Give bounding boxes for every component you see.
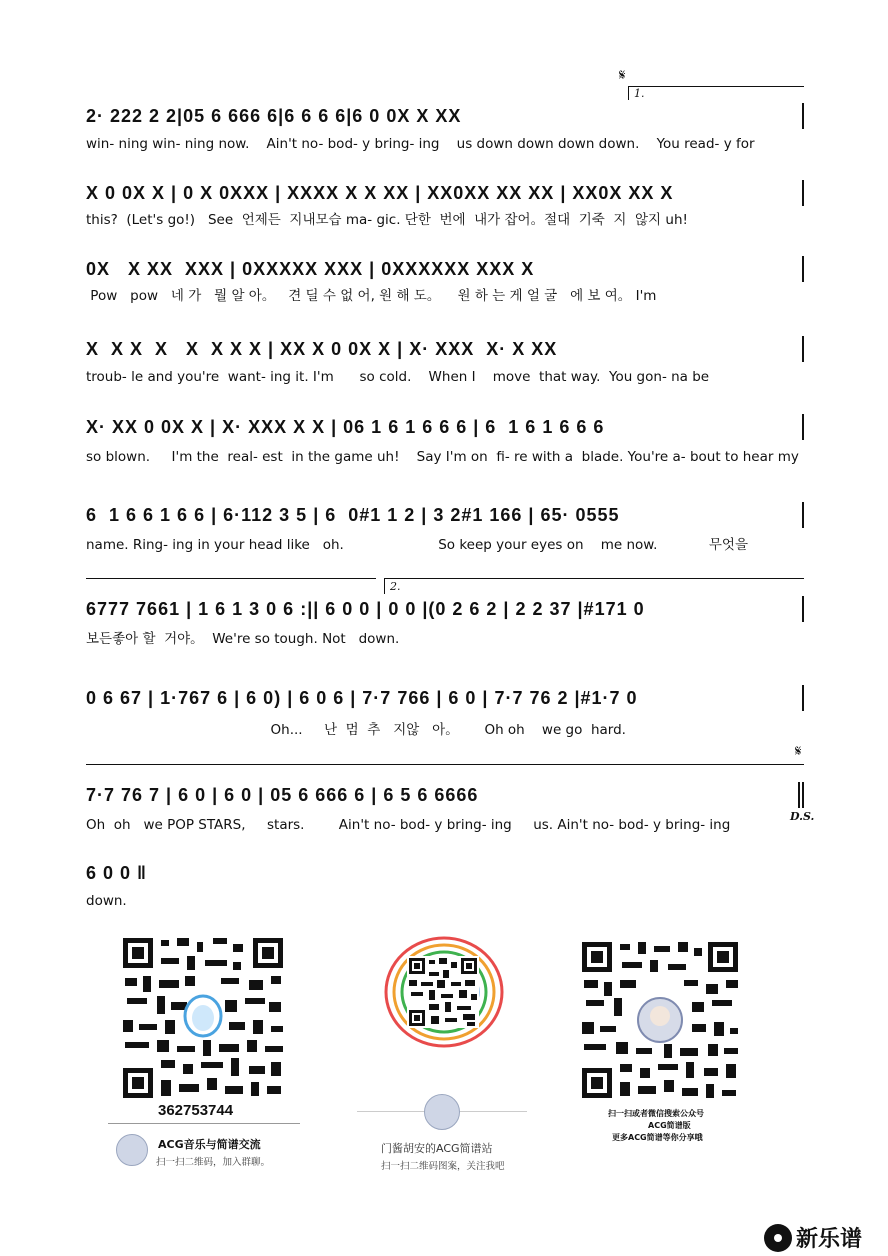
volta-1-line [628, 86, 804, 87]
notation-line: 0 6 67 | 1·767 6 | 6 0) | 6 0 6 | 7·7 766 | 6 0 | 7·7 76 2 |#1·7 0 [86, 688, 638, 708]
volta-1-bracket [628, 86, 629, 100]
segno-icon: 𝄋 [795, 742, 802, 760]
notation-line: 6 0 0 ‖ [86, 863, 147, 883]
qr-right-line1: 扫一扫或者微信搜索公众号 [608, 1109, 704, 1118]
barline [802, 685, 804, 711]
notation-line: 7·7 76 7 | 6 0 | 6 0 | 05 6 666 6 | 6 5 6 6666 [86, 785, 479, 805]
lyric-line: so blown. I'm the real- est in the game uh! Say I'm on fi- re with a blade. You're a- bout to hear my [86, 449, 799, 465]
volta-2-bracket [384, 578, 385, 594]
notation-line: 0X X XX XXX | 0XXXXX XXX | 0XXXXXX XXX X [86, 259, 535, 279]
notation-line: 6 1 6 6 1 6 6 | 6·112 3 5 | 6 0#1 1 2 | 3 2#1 166 | 65· 0555 [86, 505, 620, 525]
barline [798, 782, 800, 808]
notation-line: X 0 0X X | 0 X 0XXX | XXXX X X XX | XX0XX XX XX | XX0X XX X [86, 183, 674, 203]
mascot-avatar [424, 1094, 460, 1130]
vinyl-disc-icon [764, 1224, 792, 1252]
notation-line: X· XX 0 0X X | X· XXX X X | 06 1 6 1 6 6 6 | 6 1 6 1 6 6 6 [86, 417, 605, 437]
lyric-line: Pow pow 네 가 뭘 알 아。 견 딜 수 없 어, 원 해 도。 원 하 는 게 얼 굴 에 보 여。 I'm [86, 288, 657, 304]
lyric-line: troub- le and you're want- ing it. I'm so cold. When I move that way. You gon- na be [86, 369, 710, 385]
barline [802, 596, 804, 622]
notation-line: 2· 222 2 2|05 6 666 6|6 6 6 6|6 0 0X X XX [86, 106, 462, 126]
lyric-line: this? (Let's go!) See 언제든 지내모습 ma- gic. 단한 번에 내가 잡어。절대 기죽 지 않지 uh! [86, 212, 688, 228]
score-top-line [86, 764, 804, 765]
barline [802, 103, 804, 129]
site-logo-text: 新乐谱 [796, 1227, 863, 1252]
qq-group-number: 362753744 [158, 1102, 234, 1119]
notation-line: 6777 7661 | 1 6 1 3 0 6 :|| 6 0 0 | 0 0 |(0 2 6 2 | 2 2 37 |#171 0 [86, 599, 645, 619]
lyric-line: down. [86, 893, 127, 909]
fingerprint-qr-middle[interactable] [381, 934, 507, 1052]
barline [802, 180, 804, 206]
qr-middle-title: 门酱胡安的ACG简谱站 [381, 1142, 493, 1155]
volta-1-number: 1. [634, 87, 645, 100]
ds-marker: D.S. [790, 810, 815, 823]
qr-left-title: ACG音乐与简谱交流 [158, 1138, 261, 1151]
notation-line: X X X X X X X X | XX X 0 0X X | X· XXX X· X XX [86, 339, 558, 359]
barline [802, 336, 804, 362]
lyric-line: 보든좋아 할 거야。 We're so tough. Not down. [86, 631, 400, 647]
qr-middle-subtitle: 扫一扫二维码图案，关注我吧 [381, 1161, 505, 1172]
qr-code-right[interactable] [580, 940, 740, 1100]
volta-2-line [384, 578, 804, 579]
divider [108, 1123, 300, 1124]
lyric-line: Oh oh we POP STARS, stars. Ain't no- bod- y bring- ing us. Ain't no- bod- y bring- ing [86, 817, 731, 833]
mascot-avatar [116, 1134, 148, 1166]
segno-icon: 𝄋 [619, 66, 626, 84]
barline [802, 256, 804, 282]
site-logo[interactable] [764, 1222, 862, 1253]
qr-left-subtitle: 扫一扫二维码，加入群聊。 [156, 1157, 271, 1168]
lyric-line: win- ning win- ning now. Ain't no- bod- y bring- ing us down down down down. You read- y for [86, 136, 755, 152]
volta-2-number: 2. [390, 580, 401, 593]
qr-right-line3: 更多ACG简谱等你分享哦 [612, 1133, 703, 1142]
final-barline [802, 782, 804, 808]
score-top-line [86, 578, 376, 579]
lyric-line: Oh... 난 멈 추 지않 아。 Oh oh we go hard. [86, 722, 626, 738]
barline [802, 414, 804, 440]
qr-right-line2: ACG简谱版 [648, 1121, 691, 1130]
qr-code-left[interactable] [121, 936, 285, 1100]
barline [802, 502, 804, 528]
lyric-line: name. Ring- ing in your head like oh. So keep your eyes on me now. 무엇을 [86, 537, 748, 553]
